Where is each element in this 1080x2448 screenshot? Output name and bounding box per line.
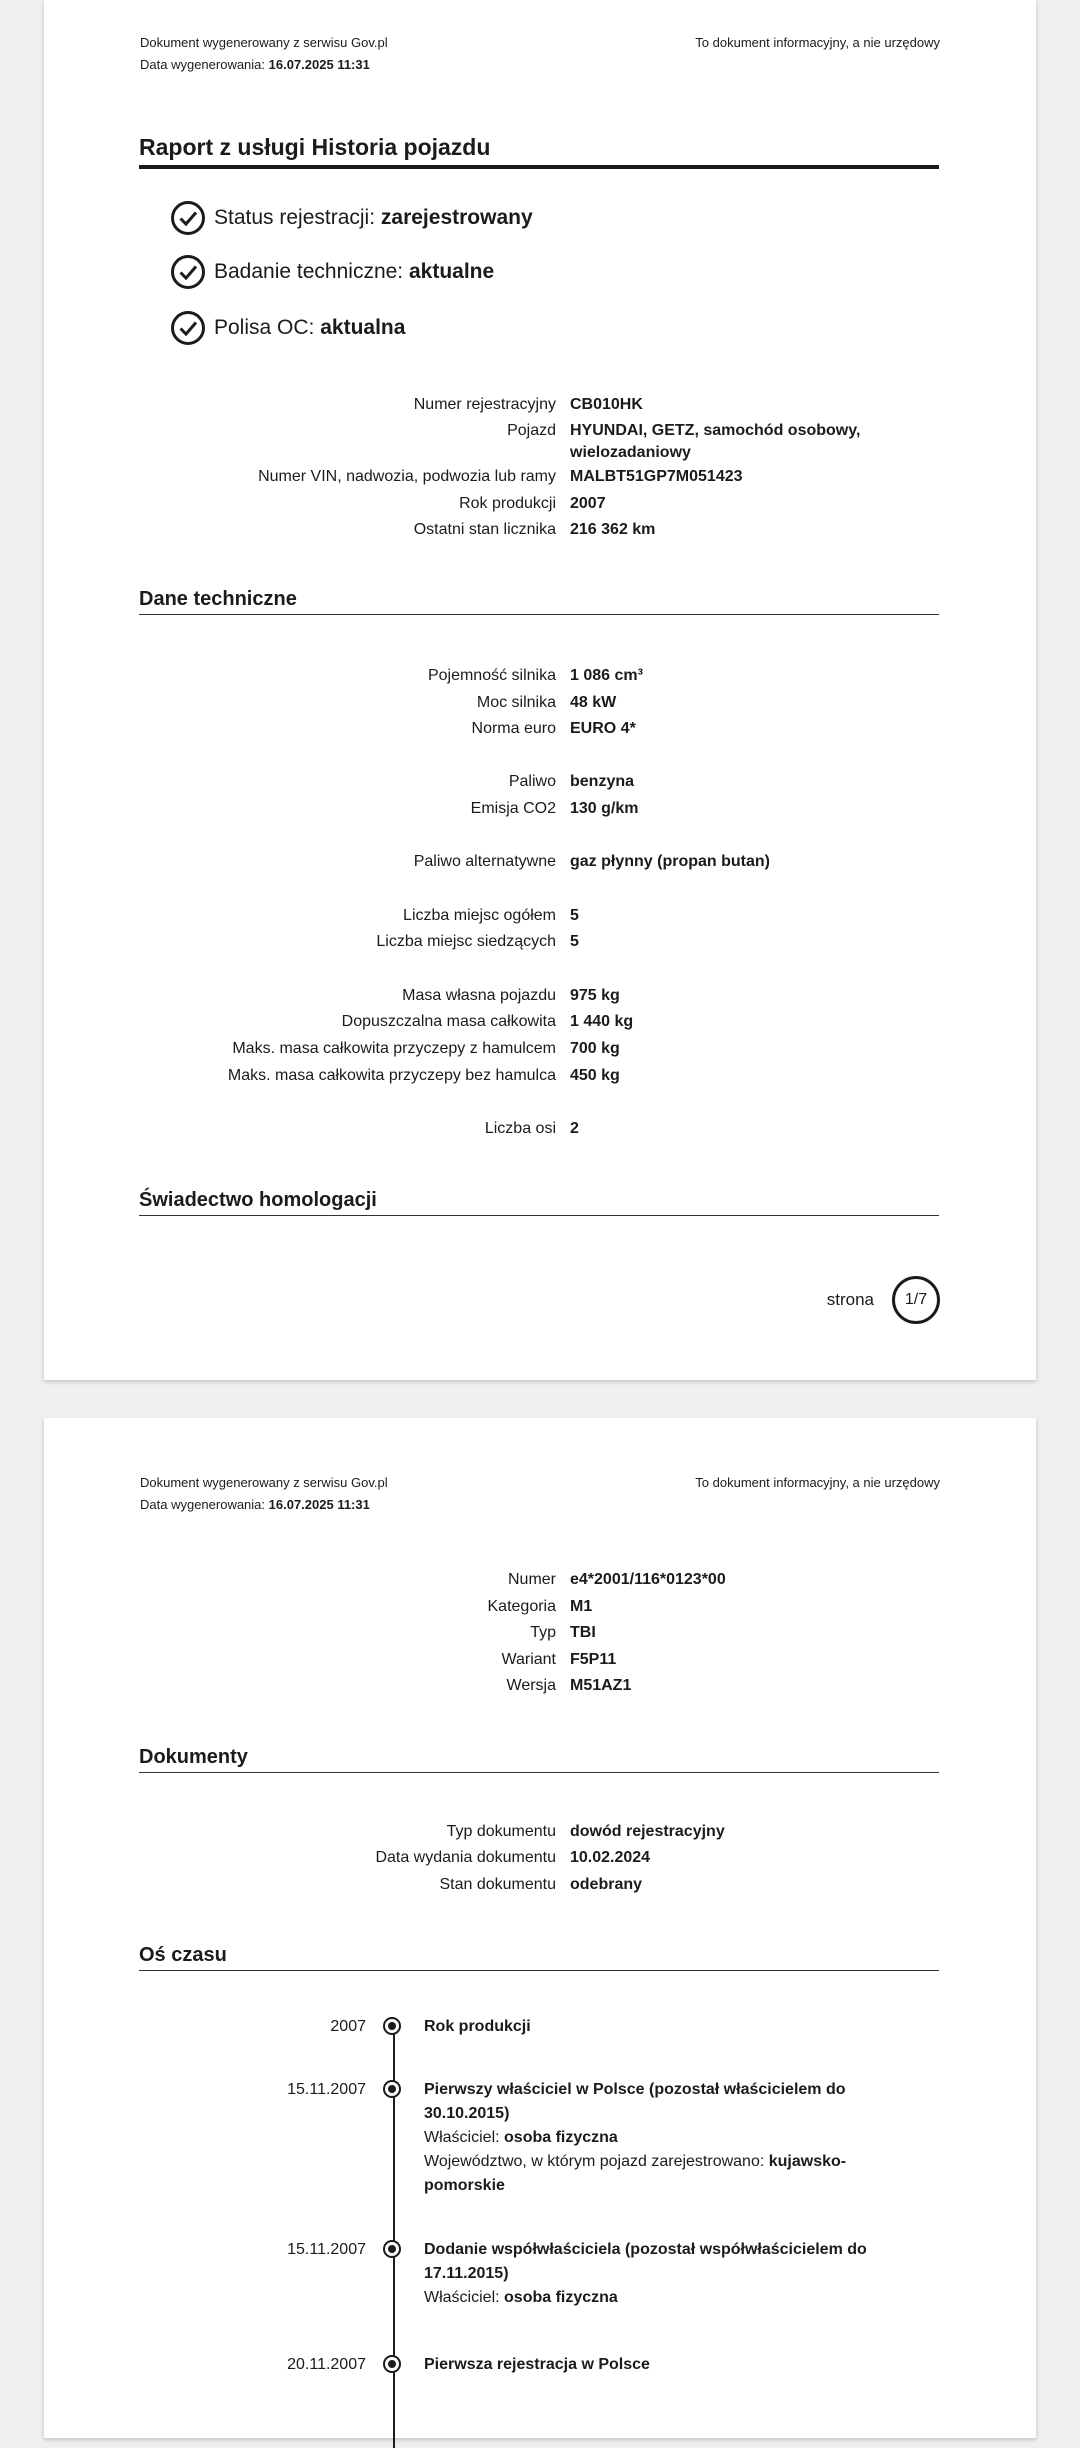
section-title-technical: Dane techniczne <box>139 588 939 615</box>
row-key: Paliwo <box>508 773 556 790</box>
timeline-date: 20.11.2007 <box>287 2356 366 2373</box>
status-label: Status rejestracji: <box>214 206 376 229</box>
report-title: Raport z usługi Historia pojazdu <box>139 134 939 169</box>
row-key: Rok produkcji <box>459 495 556 512</box>
row-key: Typ dokumentu <box>446 1823 556 1840</box>
document-page-2 <box>44 1418 1036 2438</box>
row-value: 216 362 km <box>570 521 656 538</box>
row-value: 10.02.2024 <box>570 1849 651 1866</box>
row-key: Pojazd <box>507 422 556 439</box>
row-key: Typ <box>530 1624 556 1641</box>
row-key: Ostatni stan licznika <box>413 521 556 538</box>
row-value: 975 kg <box>570 987 620 1004</box>
row-value: 2007 <box>570 495 606 512</box>
status-value: aktualne <box>408 260 495 283</box>
row-value: 5 <box>570 907 579 924</box>
region-label: Województwo, w którym pojazd zarejestrowano: <box>424 2153 769 2170</box>
row-value: TBI <box>570 1624 596 1641</box>
timeline-dot-icon <box>383 2017 401 2035</box>
timeline-date: 15.11.2007 <box>287 2081 366 2098</box>
row-key: Emisja CO2 <box>470 800 556 817</box>
row-value: F5P11 <box>570 1651 617 1668</box>
row-value: e4*2001/116*0123*00 <box>570 1571 726 1588</box>
row-value: 1 440 kg <box>570 1013 634 1030</box>
page-label: strona <box>826 1290 874 1309</box>
owner-label: Właściciel: <box>424 2129 505 2146</box>
status-registration <box>170 200 533 236</box>
row-key: Maks. masa całkowita przyczepy z hamulcem <box>232 1040 556 1057</box>
section-title-timeline: Oś czasu <box>139 1944 939 1971</box>
disclaimer-text: To dokument informacyjny, a nie urzędowy <box>695 1475 940 1490</box>
source-text: Dokument wygenerowany z serwisu Gov.pl <box>140 1475 388 1490</box>
section-title-homologation: Świadectwo homologacji <box>139 1189 939 1216</box>
timeline-dot-icon <box>383 2355 401 2373</box>
row-value: odebrany <box>570 1876 643 1893</box>
owner-label: Właściciel: <box>424 2289 505 2306</box>
check-circle-icon <box>170 310 206 346</box>
row-key: Norma euro <box>471 720 556 737</box>
row-value: benzyna <box>570 773 635 790</box>
row-key: Wariant <box>501 1651 556 1668</box>
timeline-heading: Dodanie współwłaściciela (pozostał współwłaścicielem do 17.11.2015) <box>424 2241 867 2282</box>
row-key: Pojemność silnika <box>427 667 556 684</box>
row-key: Wersja <box>506 1677 556 1694</box>
row-key: Dopuszczalna masa całkowita <box>341 1013 556 1030</box>
row-key: Masa własna pojazdu <box>402 987 556 1004</box>
generated-label: Data wygenerowania: <box>140 57 269 72</box>
row-key: Liczba miejsc ogółem <box>403 907 556 924</box>
status-label: Badanie techniczne: <box>214 260 404 283</box>
document-page-1 <box>44 0 1036 1380</box>
status-label: Polisa OC: <box>214 316 315 339</box>
row-value: 5 <box>570 933 579 950</box>
row-key: Paliwo alternatywne <box>413 853 556 870</box>
row-value: HYUNDAI, GETZ, samochód osobowy, wielozadaniowy <box>570 422 861 461</box>
check-circle-icon <box>170 254 206 290</box>
timeline-heading: Pierwsza rejestracja w Polsce <box>424 2356 650 2373</box>
row-key: Stan dokumentu <box>439 1876 556 1893</box>
owner-value: osoba fizyczna <box>504 2129 618 2146</box>
row-key: Liczba osi <box>484 1120 556 1137</box>
timeline-heading: Pierwszy właściciel w Polsce (pozostał właścicielem do 30.10.2015) <box>424 2081 846 2122</box>
source-text: Dokument wygenerowany z serwisu Gov.pl <box>140 35 388 50</box>
page-number: 1/7 <box>892 1276 940 1324</box>
timeline-dot-icon <box>383 2080 401 2098</box>
generated-value: 16.07.2025 11:31 <box>268 1497 370 1512</box>
row-value: 1 086 cm³ <box>570 667 643 684</box>
status-value: aktualna <box>320 316 406 339</box>
status-value: zarejestrowany <box>380 206 533 229</box>
row-value: 130 g/km <box>570 800 639 817</box>
row-value: 700 kg <box>570 1040 620 1057</box>
status-insurance <box>170 310 405 346</box>
timeline-heading: Rok produkcji <box>424 2018 531 2035</box>
timeline-date: 2007 <box>330 2018 366 2035</box>
row-value: 450 kg <box>570 1067 620 1084</box>
generated-label: Data wygenerowania: <box>140 1497 269 1512</box>
row-key: Maks. masa całkowita przyczepy bez hamulca <box>227 1067 556 1084</box>
row-key: Numer VIN, nadwozia, podwozia lub ramy <box>258 468 556 485</box>
row-value: CB010HK <box>570 396 643 413</box>
row-key: Numer <box>507 1571 556 1588</box>
generated-value: 16.07.2025 11:31 <box>268 57 370 72</box>
disclaimer-text: To dokument informacyjny, a nie urzędowy <box>695 35 940 50</box>
timeline-date: 15.11.2007 <box>287 2241 366 2258</box>
row-value: MALBT51GP7M051423 <box>570 468 743 485</box>
row-key: Numer rejestracyjny <box>413 396 556 413</box>
row-value: EURO 4* <box>570 720 636 737</box>
row-value: gaz płynny (propan butan) <box>570 853 770 870</box>
row-key: Liczba miejsc siedzących <box>376 933 556 950</box>
row-key: Data wydania dokumentu <box>375 1849 556 1866</box>
check-circle-icon <box>170 200 206 236</box>
row-value: dowód rejestracyjny <box>570 1823 725 1840</box>
row-value: M51AZ1 <box>570 1677 632 1694</box>
page-indicator <box>827 1276 940 1324</box>
owner-value: osoba fizyczna <box>504 2289 618 2306</box>
row-key: Kategoria <box>487 1598 556 1615</box>
region-value: kujawsko-pomorskie <box>424 2153 847 2194</box>
timeline-dot-icon <box>383 2240 401 2258</box>
row-key: Moc silnika <box>476 694 556 711</box>
status-inspection <box>170 254 494 290</box>
row-value: 48 kW <box>570 694 617 711</box>
row-value: M1 <box>570 1598 593 1615</box>
row-value: 2 <box>570 1120 579 1137</box>
section-title-documents: Dokumenty <box>139 1746 939 1773</box>
